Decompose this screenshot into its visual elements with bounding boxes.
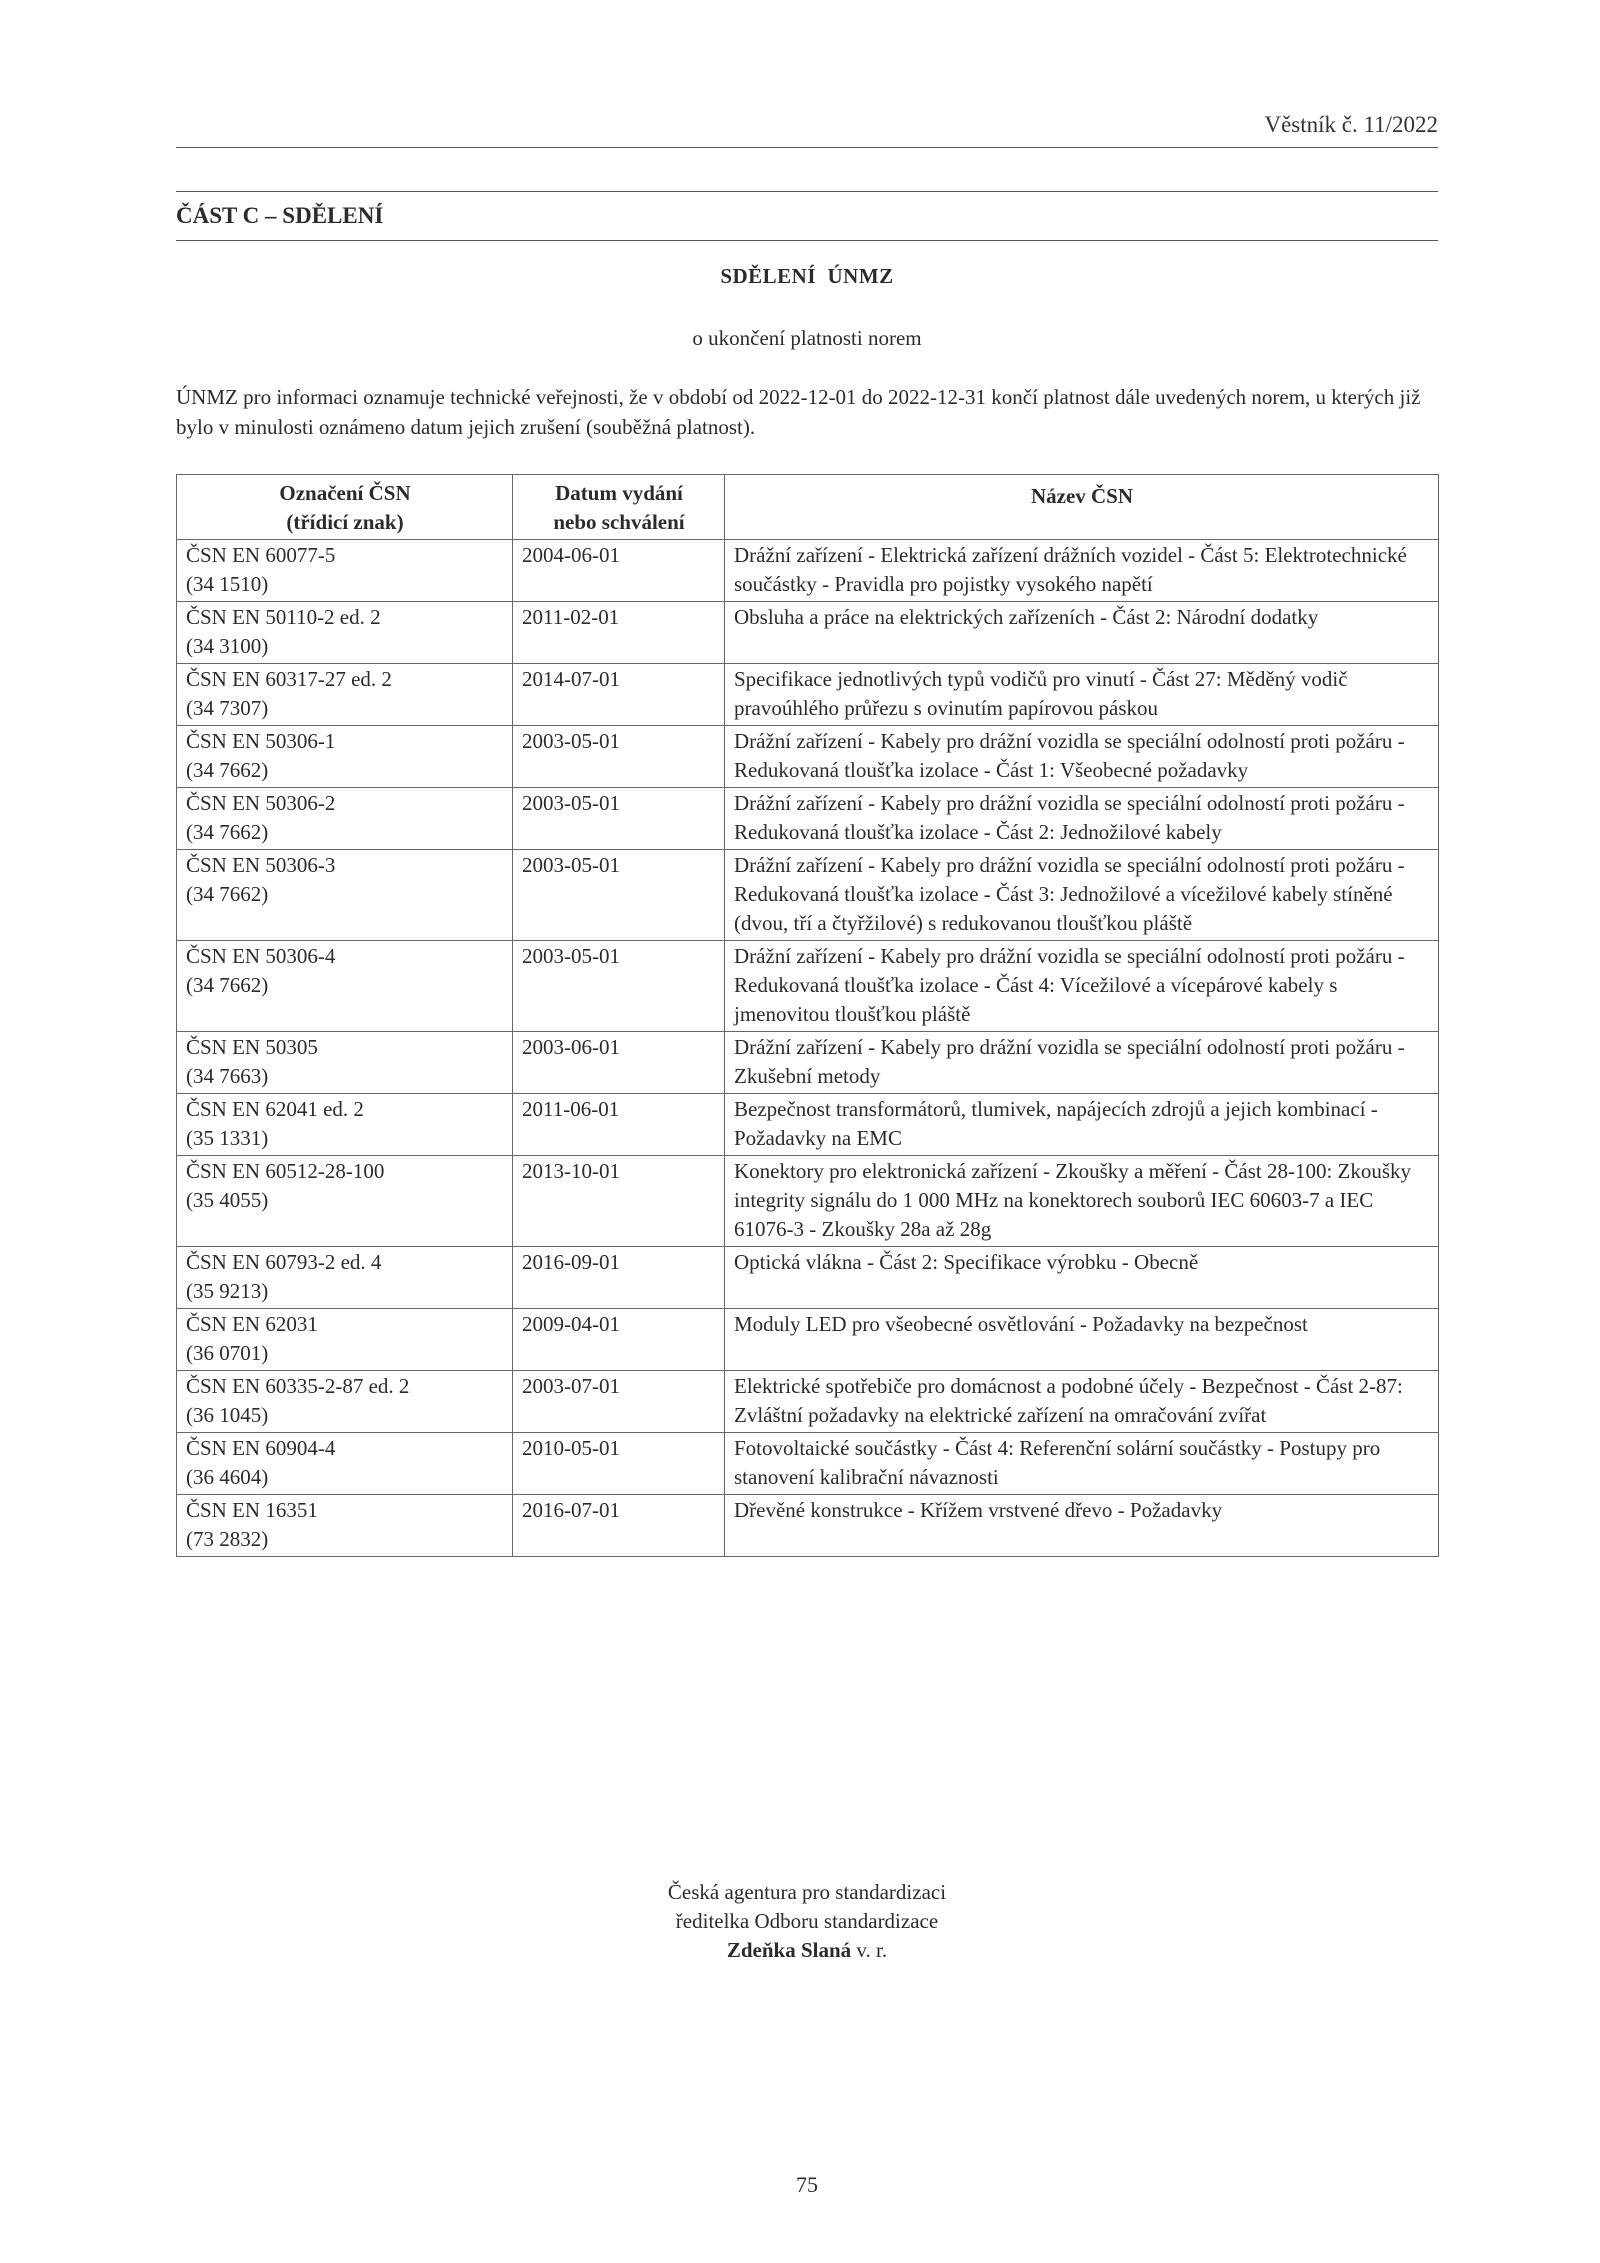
classification-mark: (34 7662) — [186, 882, 269, 906]
standard-name-cell: Fotovoltaické součástky - Část 4: Referenční solární součástky - Postupy pro stanovení kalibrační návaznosti — [725, 1433, 1439, 1495]
table-row — [177, 1495, 1439, 1557]
classification-mark: (35 4055) — [186, 1188, 269, 1212]
issue-date-cell: 2004-06-01 — [513, 540, 725, 602]
classification-mark: (36 0701) — [186, 1341, 269, 1365]
table-row — [177, 788, 1439, 850]
classification-mark: (34 7662) — [186, 973, 269, 997]
table-header-row — [177, 475, 1439, 540]
signature-person: Zdeňka Slaná — [726, 1938, 852, 1962]
table-row — [177, 664, 1439, 726]
issue-date-cell: 2003-05-01 — [513, 788, 725, 850]
standard-code: ČSN EN 50306-2 — [186, 791, 336, 815]
standard-name-cell: Drážní zařízení - Kabely pro drážní vozidla se speciální odolností proti požáru - Redukovaná tloušťka izolace - Část 2: Jednožilové kabely — [725, 788, 1439, 850]
standard-code: ČSN EN 60335-2-87 ed. 2 — [186, 1374, 410, 1398]
standard-code: ČSN EN 60317-27 ed. 2 — [186, 667, 392, 691]
standard-code-cell — [177, 602, 513, 664]
classification-mark: (34 7662) — [186, 820, 269, 844]
standard-code: ČSN EN 50305 — [186, 1035, 318, 1059]
header-issue-date-line1: Datum vydání — [555, 481, 683, 505]
standard-code: ČSN EN 16351 — [186, 1498, 318, 1522]
header-standard-code-line2: (třídicí znak) — [286, 510, 404, 534]
standard-code-cell — [177, 1032, 513, 1094]
standard-name-cell: Obsluha a práce na elektrických zařízeních - Část 2: Národní dodatky — [725, 602, 1439, 664]
table-row — [177, 602, 1439, 664]
issue-date-cell: 2003-07-01 — [513, 1371, 725, 1433]
standard-name-cell: Drážní zařízení - Kabely pro drážní vozidla se speciální odolností proti požáru - Redukovaná tloušťka izolace - Část 4: Vícežilové a vícepárové kabely s jmenovitou tloušťkou pláště — [725, 941, 1439, 1032]
notice-subtitle: o ukončení platnosti norem — [692, 326, 922, 350]
header-standard-name: Název ČSN — [725, 475, 1439, 540]
classification-mark: (34 7663) — [186, 1064, 269, 1088]
standard-name-cell: Optická vlákna - Část 2: Specifikace výrobku - Obecně — [725, 1247, 1439, 1309]
issue-date-cell: 2003-05-01 — [513, 850, 725, 941]
standard-code-cell — [177, 726, 513, 788]
standard-name-cell: Moduly LED pro všeobecné osvětlování - Požadavky na bezpečnost — [725, 1309, 1439, 1371]
standard-code: ČSN EN 50110-2 ed. 2 — [186, 605, 381, 629]
signature-block — [176, 1878, 1438, 1965]
table-row — [177, 726, 1439, 788]
table-row — [177, 1094, 1439, 1156]
issue-date-cell: 2016-09-01 — [513, 1247, 725, 1309]
standard-code: ČSN EN 50306-4 — [186, 944, 336, 968]
signature-name-line — [176, 1936, 1438, 1965]
standard-name-cell: Bezpečnost transformátorů, tlumivek, napájecích zdrojů a jejich kombinací - Požadavky na EMC — [725, 1094, 1439, 1156]
standard-name-cell: Elektrické spotřebiče pro domácnost a podobné účely - Bezpečnost - Část 2-87: Zvláštní požadavky na elektrické zařízení na omračování zvířat — [725, 1371, 1439, 1433]
standard-code: ČSN EN 50306-1 — [186, 729, 336, 753]
section-bottom-divider — [176, 240, 1438, 241]
classification-mark: (34 7307) — [186, 696, 269, 720]
signature-organization: Česká agentura pro standardizaci — [667, 1880, 947, 1904]
table-row — [177, 941, 1439, 1032]
notice-title: SDĚLENÍ ÚNMZ — [720, 264, 894, 288]
issue-date-cell: 2014-07-01 — [513, 664, 725, 726]
page-number: 75 — [796, 2172, 818, 2197]
table-row — [177, 1032, 1439, 1094]
section-title: ČÁST C – SDĚLENÍ — [176, 203, 384, 228]
header-issue-date — [513, 475, 725, 540]
standard-code: ČSN EN 50306-3 — [186, 853, 336, 877]
journal-issue-header: Věstník č. 11/2022 — [1264, 112, 1438, 137]
standard-code-cell — [177, 1247, 513, 1309]
issue-date-cell: 2010-05-01 — [513, 1433, 725, 1495]
standard-name-cell: Drážní zařízení - Elektrická zařízení drážních vozidel - Část 5: Elektrotechnické součástky - Pravidla pro pojistky vysokého napětí — [725, 540, 1439, 602]
issue-date-cell: 2003-05-01 — [513, 726, 725, 788]
standard-code: ČSN EN 62041 ed. 2 — [186, 1097, 364, 1121]
notice-intro-paragraph: ÚNMZ pro informaci oznamuje technické veřejnosti, že v období od 2022-12-01 do 2022-12-31 končí platnost dále uvedených norem, u kterých již bylo v minulosti oznámeno datum jejich zrušení (souběžná platnost). — [176, 385, 1421, 439]
issue-date-cell: 2013-10-01 — [513, 1156, 725, 1247]
table-row — [177, 1433, 1439, 1495]
classification-mark: (35 9213) — [186, 1279, 269, 1303]
standard-code-cell — [177, 1495, 513, 1557]
classification-mark: (36 4604) — [186, 1465, 269, 1489]
standard-code: ČSN EN 60793-2 ed. 4 — [186, 1250, 382, 1274]
table-row — [177, 1247, 1439, 1309]
issue-date-cell: 2003-06-01 — [513, 1032, 725, 1094]
issue-date-cell: 2011-02-01 — [513, 602, 725, 664]
table-body — [177, 540, 1439, 1557]
standard-name-cell: Dřevěné konstrukce - Křížem vrstvené dřevo - Požadavky — [725, 1495, 1439, 1557]
table-row — [177, 850, 1439, 941]
standard-code: ČSN EN 60512-28-100 — [186, 1159, 385, 1183]
signature-suffix: v. r. — [851, 1938, 888, 1962]
table-row — [177, 1371, 1439, 1433]
header-issue-date-line2: nebo schválení — [553, 510, 685, 534]
standard-code-cell — [177, 850, 513, 941]
issue-date-cell: 2016-07-01 — [513, 1495, 725, 1557]
standard-code: ČSN EN 60077-5 — [186, 543, 336, 567]
standard-code-cell — [177, 1433, 513, 1495]
standard-name-cell: Drážní zařízení - Kabely pro drážní vozidla se speciální odolností proti požáru - Zkušební metody — [725, 1032, 1439, 1094]
standard-name-cell: Drážní zařízení - Kabely pro drážní vozidla se speciální odolností proti požáru - Redukovaná tloušťka izolace - Část 3: Jednožilové a vícežilové kabely stíněné (dvou, tří a čtyřžilové) s redukovanou tloušťkou pláště — [725, 850, 1439, 941]
section-top-divider — [176, 191, 1438, 192]
classification-mark: (34 3100) — [186, 634, 269, 658]
standard-name-cell: Drážní zařízení - Kabely pro drážní vozidla se speciální odolností proti požáru - Redukovaná tloušťka izolace - Část 1: Všeobecné požadavky — [725, 726, 1439, 788]
signature-role: ředitelka Odboru standardizace — [675, 1909, 939, 1933]
standard-code: ČSN EN 62031 — [186, 1312, 318, 1336]
header-divider — [176, 147, 1438, 148]
classification-mark: (35 1331) — [186, 1126, 269, 1150]
standard-name-cell: Specifikace jednotlivých typů vodičů pro vinutí - Část 27: Měděný vodič pravoúhlého průřezu s ovinutím papírovou páskou — [725, 664, 1439, 726]
standard-code-cell — [177, 1309, 513, 1371]
standard-code-cell — [177, 1156, 513, 1247]
standard-code: ČSN EN 60904-4 — [186, 1436, 336, 1460]
classification-mark: (34 1510) — [186, 572, 269, 596]
classification-mark: (34 7662) — [186, 758, 269, 782]
table-row — [177, 1309, 1439, 1371]
withdrawn-standards-table — [176, 474, 1439, 1557]
standard-code-cell — [177, 1371, 513, 1433]
standard-name-cell: Konektory pro elektronická zařízení - Zkoušky a měření - Část 28-100: Zkoušky integrity signálu do 1 000 MHz na konektorech souborů IEC 60603-7 a IEC 61076-3 - Zkoušky 28a až 28g — [725, 1156, 1439, 1247]
classification-mark: (36 1045) — [186, 1403, 269, 1427]
table-row — [177, 540, 1439, 602]
issue-date-cell: 2003-05-01 — [513, 941, 725, 1032]
issue-date-cell: 2009-04-01 — [513, 1309, 725, 1371]
table-row — [177, 1156, 1439, 1247]
standard-code-cell — [177, 664, 513, 726]
header-standard-code — [177, 475, 513, 540]
standard-code-cell — [177, 1094, 513, 1156]
issue-date-cell: 2011-06-01 — [513, 1094, 725, 1156]
classification-mark: (73 2832) — [186, 1527, 269, 1551]
standard-code-cell — [177, 788, 513, 850]
standard-code-cell — [177, 941, 513, 1032]
header-standard-code-line1: Označení ČSN — [279, 481, 411, 505]
standard-code-cell — [177, 540, 513, 602]
